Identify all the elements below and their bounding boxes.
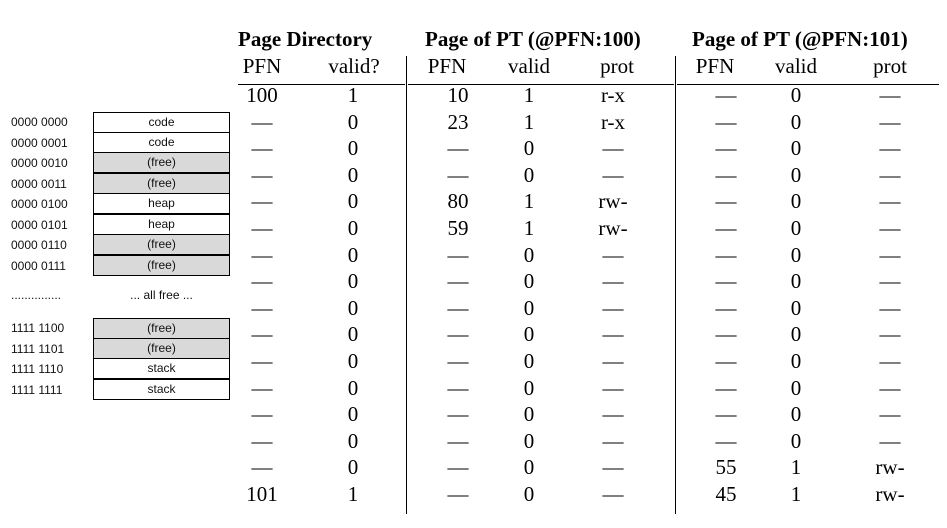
pt101-pfn-cell: 55 (715, 455, 737, 480)
pt100-pfn-cell: — (447, 402, 469, 427)
pt100-prot-cell: — (602, 349, 624, 373)
separator-left (406, 56, 407, 514)
pt101-pfn-cell: — (715, 402, 737, 427)
pt101-col-prot: prot (873, 54, 907, 78)
pd-valid-cell: 0 (347, 375, 359, 400)
pt100-valid-cell: 1 (523, 189, 535, 214)
pd-pfn-cell: — (251, 162, 273, 187)
pt101-valid-cell: 0 (790, 242, 802, 267)
pt101-prot-cell: — (879, 83, 901, 107)
pt101-pfn-cell: — (715, 242, 737, 267)
pt101-valid-cell: 0 (790, 375, 802, 400)
pt101-pfn-cell: — (715, 269, 737, 294)
pt101-valid-cell: 0 (790, 109, 802, 134)
pt101-prot-cell: — (879, 216, 901, 240)
pt100-valid-cell: 0 (523, 482, 535, 506)
pt100-prot-cell: — (602, 402, 624, 427)
pt100-valid-cell: 0 (523, 162, 535, 187)
memory-block-free: (free) (93, 152, 230, 173)
memory-block-stack: stack (93, 358, 230, 379)
pt100-prot-cell: — (602, 375, 624, 400)
pd-pfn-cell: — (251, 242, 273, 267)
pt101-valid-cell: 0 (790, 428, 802, 453)
address-label: 0000 0001 (11, 136, 68, 150)
pt101-prot-cell: — (879, 349, 901, 373)
pt101-valid-cell: 0 (790, 402, 802, 427)
pt101-valid-cell: 1 (790, 455, 802, 480)
pt101-pfn-cell: — (715, 162, 737, 187)
pt101-pfn-cell: 45 (715, 482, 737, 506)
address-label: 0000 0010 (11, 156, 68, 170)
pt101-prot-cell: — (879, 322, 901, 347)
pt100-valid-cell: 0 (523, 136, 535, 161)
pd-pfn-cell: 100 (246, 83, 278, 107)
pt100-prot-cell: rw- (598, 216, 628, 240)
pt100-pfn-cell: — (447, 269, 469, 294)
memory-block-code: code (93, 112, 230, 133)
pt101-prot-cell: — (879, 295, 901, 320)
pt101-pfn-cell: — (715, 322, 737, 347)
pt100-valid-cell: 0 (523, 428, 535, 453)
pt100-valid-cell: 0 (523, 295, 535, 320)
pt100-valid-cell: 1 (523, 109, 535, 134)
pt100-pfn-cell: 10 (447, 83, 469, 107)
pt101-valid-cell: 0 (790, 349, 802, 373)
pd-valid-cell: 0 (347, 428, 359, 453)
pt100-pfn-cell: 23 (447, 109, 469, 134)
pd-pfn-cell: — (251, 322, 273, 347)
pt101-prot-cell: — (879, 109, 901, 134)
address-label: 1111 1101 (11, 342, 65, 356)
memory-block-free: (free) (93, 318, 230, 339)
pt100-pfn-cell: — (447, 428, 469, 453)
pt101-valid-cell: 0 (790, 269, 802, 294)
pt101-valid-cell: 0 (790, 322, 802, 347)
pt101-prot-cell: — (879, 136, 901, 161)
pt100-valid-cell: 0 (523, 455, 535, 480)
pt100-prot-cell: — (602, 322, 624, 347)
pd-pfn-cell: — (251, 375, 273, 400)
pt100-prot-cell: rw- (598, 189, 628, 214)
pt100-valid-cell: 0 (523, 349, 535, 373)
pt100-valid-cell: 0 (523, 375, 535, 400)
pt101-prot-cell: — (879, 162, 901, 187)
pt101-pfn-cell: — (715, 189, 737, 214)
pd-valid-cell: 0 (347, 109, 359, 134)
pd-pfn-cell: — (251, 269, 273, 294)
memory-block-free: (free) (93, 173, 230, 194)
pd-pfn-cell: — (251, 136, 273, 161)
pt100-prot-cell: — (602, 162, 624, 187)
memory-block-free: (free) (93, 255, 230, 276)
pt100-pfn-cell: — (447, 162, 469, 187)
memory-block-heap: heap (93, 193, 230, 214)
pd-pfn-cell: — (251, 455, 273, 480)
pt101-pfn-cell: — (715, 428, 737, 453)
pt100-pfn-cell: — (447, 455, 469, 480)
pd-valid-cell: 1 (347, 482, 359, 506)
pt101-col-pfn: PFN (695, 54, 735, 78)
address-label: 1111 1100 (11, 321, 65, 335)
pt100-pfn-cell: — (447, 242, 469, 267)
pd-pfn-cell: — (251, 109, 273, 134)
pt101-prot-cell: — (879, 269, 901, 294)
pt100-pfn-cell: — (447, 349, 469, 373)
separator-right (675, 56, 676, 514)
pt101-pfn-cell: — (715, 349, 737, 373)
pd-valid-cell: 0 (347, 402, 359, 427)
pt100-prot-cell: r-x (600, 83, 626, 107)
pt100-valid-cell: 0 (523, 322, 535, 347)
pd-pfn-cell: — (251, 189, 273, 214)
pd-pfn-cell: — (251, 402, 273, 427)
pt101-pfn-cell: — (715, 83, 737, 107)
pd-valid-cell: 0 (347, 295, 359, 320)
pt101-col-valid: valid (775, 54, 817, 78)
address-ellipsis: ............... (11, 288, 62, 302)
pd-col-valid: valid? (328, 54, 380, 78)
pt100-prot-cell: r-x (600, 109, 626, 134)
pt100-prot-cell: — (602, 136, 624, 161)
pt101-prot-cell: — (879, 428, 901, 453)
pt100-pfn-cell: — (447, 322, 469, 347)
pt100-pfn-cell: 80 (447, 189, 469, 214)
pd-pfn-cell: — (251, 349, 273, 373)
pt100-prot-cell: — (602, 242, 624, 267)
pt101-pfn-cell: — (715, 216, 737, 240)
pt101-pfn-cell: — (715, 109, 737, 134)
pt101-prot-cell: — (879, 375, 901, 400)
pt101-prot-cell: — (879, 189, 901, 214)
address-label: 1111 1110 (11, 362, 64, 376)
pd-valid-cell: 0 (347, 216, 359, 240)
pt100-col-prot: prot (600, 54, 634, 78)
pt101-valid-cell: 0 (790, 162, 802, 187)
page-directory-title: Page Directory (238, 27, 373, 51)
pt101-valid-cell: 0 (790, 216, 802, 240)
pt100-pfn-cell: — (447, 295, 469, 320)
pt100-valid-cell: 0 (523, 269, 535, 294)
pd-valid-cell: 0 (347, 136, 359, 161)
pd-col-pfn: PFN (242, 54, 282, 78)
address-label: 0000 0000 (11, 115, 68, 129)
pt100-col-valid: valid (508, 54, 550, 78)
pd-valid-cell: 0 (347, 162, 359, 187)
pt101-prot-cell: — (879, 402, 901, 427)
pd-valid-cell: 0 (347, 455, 359, 480)
pt-100-title: Page of PT (@PFN:100) (425, 27, 641, 51)
memory-block-stack: stack (93, 379, 230, 400)
pd-valid-cell: 0 (347, 322, 359, 347)
pt100-valid-cell: 1 (523, 83, 535, 107)
pd-valid-cell: 0 (347, 269, 359, 294)
pt101-pfn-cell: — (715, 136, 737, 161)
pd-pfn-cell: 101 (246, 482, 278, 506)
pt101-valid-cell: 0 (790, 189, 802, 214)
pt100-prot-cell: — (602, 295, 624, 320)
address-label: 0000 0011 (11, 177, 67, 191)
memory-block-free: (free) (93, 338, 230, 359)
pt100-prot-cell: — (602, 455, 624, 480)
address-label: 0000 0110 (11, 238, 67, 252)
pt101-valid-cell: 0 (790, 295, 802, 320)
memory-block-code: code (93, 132, 230, 153)
pd-valid-cell: 0 (347, 189, 359, 214)
pd-valid-cell: 0 (347, 349, 359, 373)
address-label: 0000 0111 (11, 259, 66, 273)
pd-pfn-cell: — (251, 216, 273, 240)
pt101-valid-cell: 0 (790, 83, 802, 107)
pt100-valid-cell: 0 (523, 402, 535, 427)
pt101-prot-cell: — (879, 242, 901, 267)
memory-block-heap: heap (93, 214, 230, 235)
address-space (0, 0, 240, 528)
pt101-valid-cell: 0 (790, 136, 802, 161)
pt100-prot-cell: — (602, 482, 624, 506)
pd-valid-cell: 1 (347, 83, 359, 107)
memory-block-free: (free) (93, 234, 230, 255)
pt101-pfn-cell: — (715, 295, 737, 320)
pt100-valid-cell: 1 (523, 216, 535, 240)
pt100-valid-cell: 0 (523, 242, 535, 267)
pt100-prot-cell: — (602, 269, 624, 294)
pt100-prot-cell: — (602, 428, 624, 453)
address-label: 1111 1111 (11, 383, 63, 397)
pd-valid-cell: 0 (347, 242, 359, 267)
pt-101-title: Page of PT (@PFN:101) (692, 27, 908, 51)
pd-pfn-cell: — (251, 295, 273, 320)
pd-pfn-cell: — (251, 428, 273, 453)
all-free-label: ... all free ... (130, 288, 193, 302)
pt101-pfn-cell: — (715, 375, 737, 400)
pt100-pfn-cell: 59 (447, 216, 469, 240)
pt100-pfn-cell: — (447, 136, 469, 161)
address-label: 0000 0100 (11, 197, 68, 211)
pt100-col-pfn: PFN (427, 54, 467, 78)
pt101-prot-cell: rw- (875, 482, 905, 506)
pt101-prot-cell: rw- (875, 455, 905, 480)
pt100-pfn-cell: — (447, 482, 469, 506)
pt101-valid-cell: 1 (790, 482, 802, 506)
address-label: 0000 0101 (11, 218, 68, 232)
pt100-pfn-cell: — (447, 375, 469, 400)
